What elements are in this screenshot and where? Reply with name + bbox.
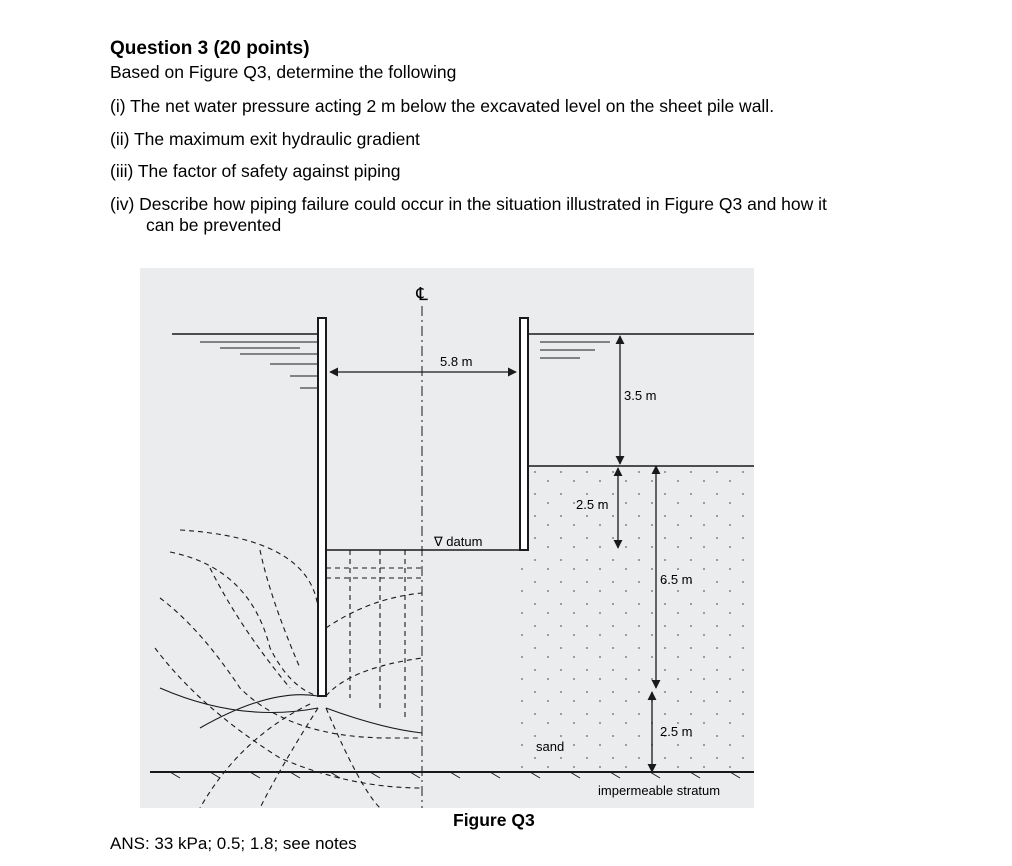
sand-label: sand (536, 739, 565, 754)
question-item-1: (i) The net water pressure acting 2 m below the excavated level on the sheet pile wall. (110, 96, 775, 116)
question-title: Question 3 (20 points) (110, 38, 310, 59)
answer-line: ANS: 33 kPa; 0.5; 1.8; see notes (110, 834, 357, 853)
question-item-4: (iv) Describe how piping failure could occur in the situation illustrated in Figure Q3 and how it (110, 194, 827, 214)
stratum-label: impermeable stratum (598, 783, 721, 798)
figure-caption: Figure Q3 (453, 810, 535, 830)
embed-label: 2.5 m (576, 497, 609, 512)
bottom-label: 2.5 m (660, 724, 693, 739)
question-item-2: (ii) The maximum exit hydraulic gradient (110, 129, 420, 149)
left-sheet-pile (318, 318, 326, 696)
centerline-symbol: ℄ (416, 284, 428, 304)
datum-label: ∇ datum (434, 534, 483, 549)
question-intro: Based on Figure Q3, determine the following (110, 62, 457, 82)
right-sheet-pile (520, 318, 528, 550)
figure-q3 (140, 268, 754, 808)
depth-label: 6.5 m (660, 572, 693, 587)
question-item-3: (iii) The factor of safety against piping (110, 161, 401, 181)
sand-region (520, 466, 754, 774)
water-diff-label: 3.5 m (624, 388, 657, 403)
width-label: 5.8 m (440, 354, 473, 369)
question-item-4-continuation: can be prevented (146, 215, 282, 235)
